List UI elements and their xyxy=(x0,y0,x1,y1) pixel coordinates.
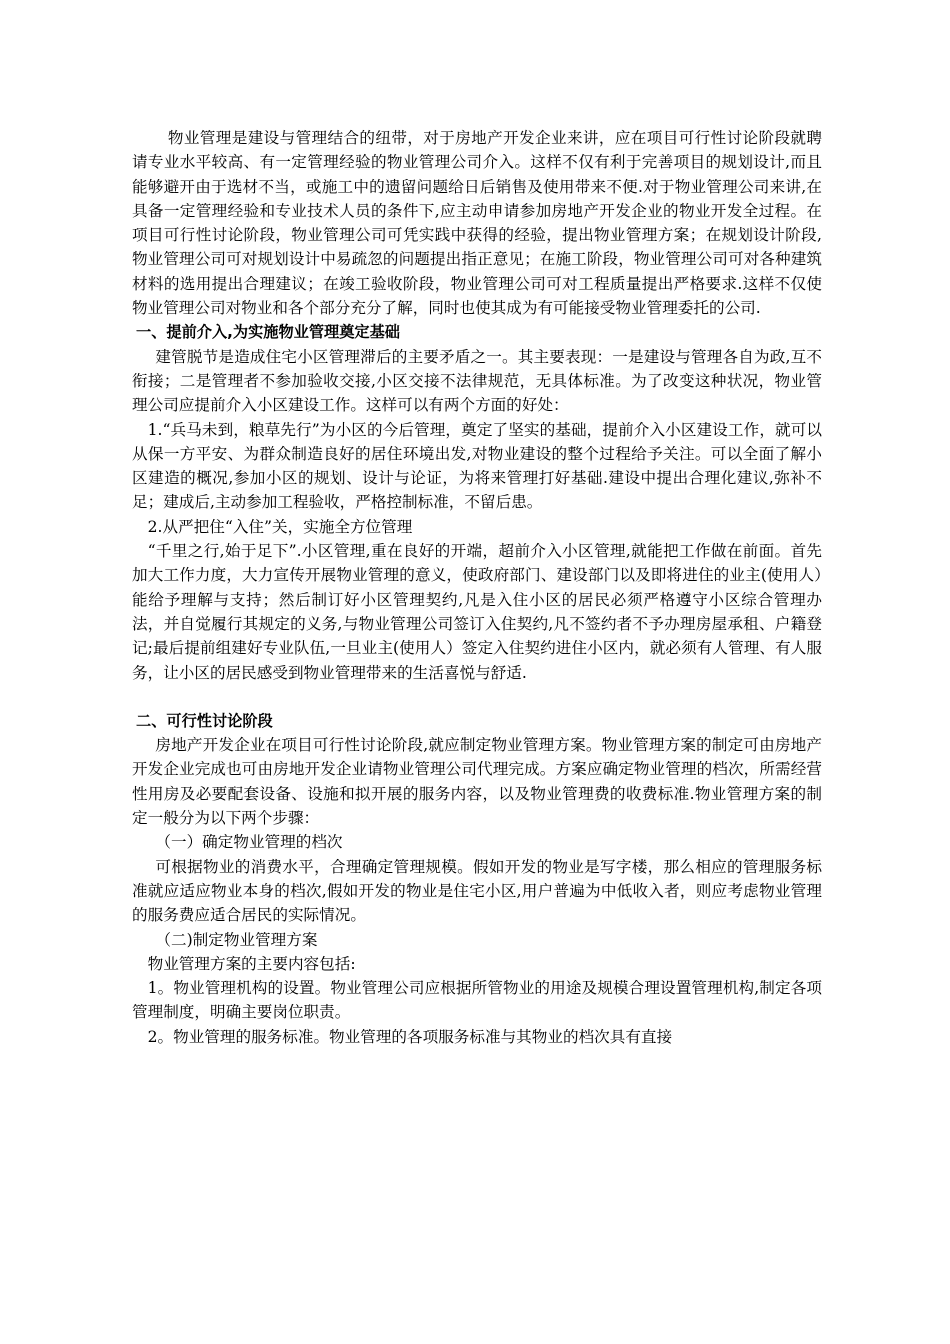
section-1-item-1: 1.“兵马未到，粮草先行”为小区的今后管理，奠定了坚实的基础，提前介入小区建设工作，就可以从保一方平安、为群众制造良好的居住环境出发,对物业建设的整个过程给予关注。可以全面了解小区建造的概况,参加小区的规划、设计与论证，为将来管理打好基础.建设中提出合理化建议,弥补不足；建成后,主动参加工程验收，严格控制标准，不留后患。 xyxy=(132,420,822,512)
section-1-heading: 一、提前介入,为实施物业管理奠定基础 xyxy=(136,323,400,342)
section-1-item-2: 2.从严把住“入住”关，实施全方位管理 xyxy=(147,517,413,536)
section-spacer xyxy=(132,685,822,709)
subsection-1-title: （一）确定物业管理的档次 xyxy=(155,833,343,852)
section-2-paragraph: 房地产开发企业在项目可行性讨论阶段,就应制定物业管理方案。物业管理方案的制定可由房地产开发企业完成也可由房地开发企业请物业管理公司代理完成。方案应确定物业管理的档次，所需经营性用房及必要配套设备、设施和拟开展的服务内容，以及物业管理费的收费标准.物业管理方案的制定一般分为以下两个步骤： xyxy=(132,736,822,828)
subsection-2-title: （二)制定物业管理方案 xyxy=(155,930,318,949)
subsection-1-body: 可根据物业的消费水平，合理确定管理规模。假如开发的物业是写字楼，那么相应的管理服务标准就应适应物业本身的档次,假如开发的物业是住宅小区,用户普遍为中低收入者，则应考虑物业管理的服务费应适合居民的实际情况。 xyxy=(132,857,822,925)
subsection-2-point-1: 1。物业管理机构的设置。物业管理公司应根据所管物业的用途及规模合理设置管理机构,制定各项管理制度，明确主要岗位职责。 xyxy=(132,979,822,1022)
intro-paragraph: 物业管理是建设与管理结合的纽带，对于房地产开发企业来讲，应在项目可行性讨论阶段就聘请专业水平较高、有一定管理经验的物业管理公司介入。这样不仅有利于完善项目的规划设计,而且能够避开由于选材不当，或施工中的遗留问题给日后销售及使用带来不便.对于物业管理公司来讲,在具备一定管理经验和专业技术人员的条件下,应主动申请参加房地产开发企业的物业开发全过程。在项目可行性讨论阶段，物业管理公司可凭实践中获得的经验，提出物业管理方案；在规划设计阶段,物业管理公司可对规划设计中易疏忽的问题提出指正意见；在施工阶段，物业管理公司可对各种建筑材料的选用提出合理建议；在竣工验收阶段，物业管理公司可对工程质量提出严格要求.这样不仅使物业管理公司对物业和各个部分充分了解，同时也使其成为有可能接受物业管理委托的公司. xyxy=(132,129,822,318)
section-2-heading: 二、可行性讨论阶段 xyxy=(136,711,273,730)
section-1-paragraph: 建管脱节是造成住宅小区管理滞后的主要矛盾之一。其主要表现：一是建设与管理各自为政,互不衔接；二是管理者不参加验收交接,小区交接不法律规范，无具体标准。为了改变这种状况，物业管理公司应提前介入小区建设工作。这样可以有两个方面的好处： xyxy=(132,347,822,415)
subsection-2-intro: 物业管理方案的主要内容包括: xyxy=(147,954,356,973)
section-1-item-2-body: “千里之行,始于足下”.小区管理,重在良好的开端，超前介入小区管理,就能把工作做在前面。首先加大工作力度，大力宣传开展物业管理的意义，使政府部门、建设部门以及即将进住的业主(使用人）能给予理解与支持；然后制订好小区管理契约,凡是入住小区的居民必须严格遵守小区综合管理办法，并自觉履行其规定的义务,与物业管理公司签订入住契约,凡不签约者不予办理房屋承租、户籍登记;最后提前组建好专业队伍,一旦业主(使用人）签定入住契约进住小区内，就必须有人管理、有人服务，让小区的居民感受到物业管理带来的生活喜悦与舒适. xyxy=(132,542,822,682)
document-page xyxy=(132,126,822,1049)
subsection-2-point-2: 2。物业管理的服务标准。物业管理的各项服务标准与其物业的档次具有直接 xyxy=(147,1027,673,1046)
